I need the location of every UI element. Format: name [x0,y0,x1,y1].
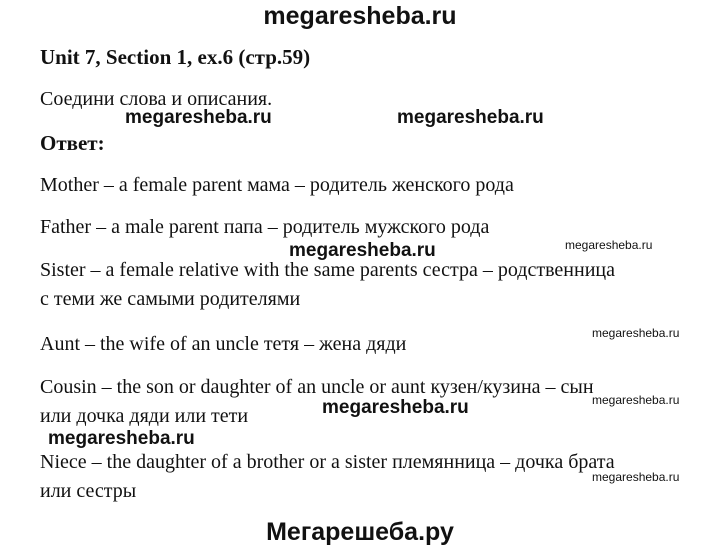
answer-cousin-line-2: или дочка дяди или тети [40,405,249,427]
answer-niece-line-2: или сестры [40,480,137,502]
watermark: megaresheba.ru [592,470,680,484]
answer-niece-line-1: Niece – the daughter of a brother or a sister племянница – дочка брата [40,451,615,473]
watermark: megaresheba.ru [322,397,469,418]
answer-aunt: Aunt – the wife of an uncle тетя – жена дяди [40,333,407,355]
watermark-top: megaresheba.ru [263,2,457,30]
watermark: megaresheba.ru [125,107,272,128]
watermark: megaresheba.ru [565,238,653,252]
watermark-bottom: Мегарешеба.ру [266,518,454,546]
watermark: megaresheba.ru [592,393,680,407]
watermark: megaresheba.ru [397,107,544,128]
exercise-title: Unit 7, Section 1, ex.6 (стр.59) [40,45,311,69]
answer-sister-line-1: Sister – a female relative with the same parents сестра – родственница [40,259,615,281]
watermark: megaresheba.ru [592,326,680,340]
answer-father: Father – a male parent папа – родитель мужского рода [40,216,490,238]
answer-cousin-line-1: Cousin – the son or daughter of an uncle or aunt кузен/кузина – сын [40,376,594,398]
task-instruction: Соедини слова и описания. [40,88,273,110]
answer-sister-line-2: с теми же самыми родителями [40,288,301,310]
answer-label: Ответ: [40,131,105,155]
answer-mother: Mother – a female parent мама – родитель женского рода [40,174,514,196]
watermark: megaresheba.ru [48,428,195,449]
watermark: megaresheba.ru [289,240,436,261]
